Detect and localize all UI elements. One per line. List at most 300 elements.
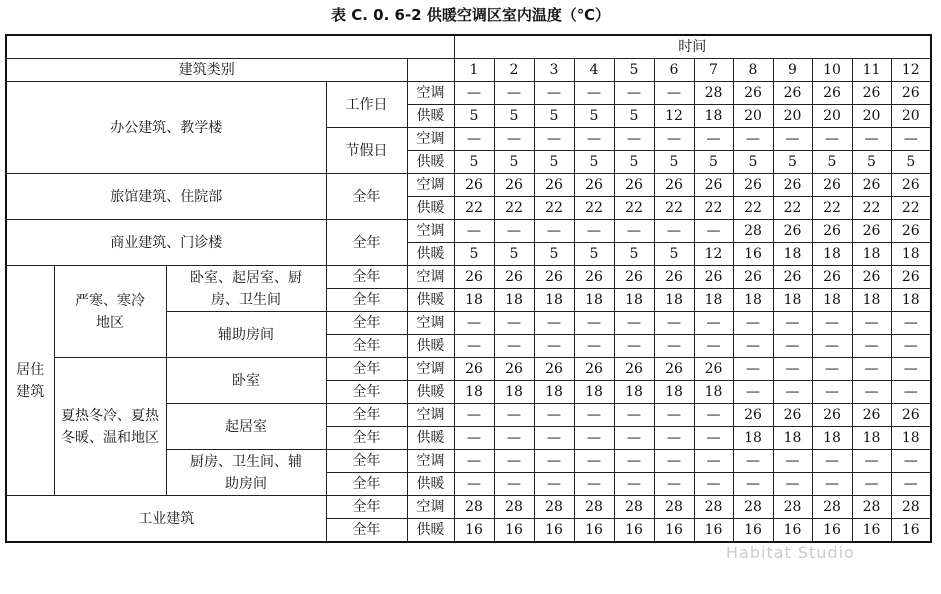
temperature-cell: —: [852, 128, 891, 151]
temperature-cell: —: [614, 312, 654, 335]
temperature-cell: —: [534, 427, 574, 450]
temperature-cell: 5: [812, 151, 852, 174]
temperature-cell: 22: [773, 197, 812, 220]
temperature-cell: 5: [494, 151, 534, 174]
category-commercial: 商业建筑、门诊楼: [6, 220, 326, 266]
temperature-cell: 16: [852, 519, 891, 543]
temperature-cell: —: [891, 381, 931, 404]
temperature-cell: —: [852, 358, 891, 381]
temperature-cell: 18: [773, 243, 812, 266]
temperature-cell: 26: [812, 266, 852, 289]
temperature-cell: 28: [891, 496, 931, 519]
category-residential: 居住建筑: [6, 266, 54, 496]
temperature-cell: 18: [694, 381, 733, 404]
table-row: [6, 220, 931, 243]
room-living: 起居室: [166, 404, 326, 450]
temperature-cell: 22: [534, 197, 574, 220]
temperature-cell: 16: [773, 519, 812, 543]
temperature-cell: —: [494, 473, 534, 496]
period-all-year: 全年: [326, 220, 407, 266]
category-hotel: 旅馆建筑、住院部: [6, 174, 326, 220]
region-hscw: 夏热冬冷、夏热冬暖、温和地区: [54, 358, 166, 496]
temperature-cell: —: [733, 358, 773, 381]
temperature-cell: —: [773, 473, 812, 496]
temperature-cell: 22: [614, 197, 654, 220]
temperature-cell: —: [654, 404, 694, 427]
period-all-year: 全年: [326, 358, 407, 381]
temperature-cell: —: [733, 335, 773, 358]
temperature-cell: 26: [574, 358, 614, 381]
hour-label: 7: [694, 59, 733, 82]
temperature-cell: —: [733, 128, 773, 151]
temperature-cell: 16: [733, 519, 773, 543]
temperature-cell: —: [733, 450, 773, 473]
temperature-cell: 20: [852, 105, 891, 128]
temperature-cell: 18: [534, 289, 574, 312]
temperature-cell: —: [454, 473, 494, 496]
temperature-cell: 26: [812, 82, 852, 105]
temperature-cell: 18: [812, 243, 852, 266]
temperature-cell: 26: [694, 266, 733, 289]
temperature-cell: 18: [694, 105, 733, 128]
temperature-cell: 20: [891, 105, 931, 128]
mode-ac: 空调: [407, 496, 454, 519]
mode-heating: 供暖: [407, 243, 454, 266]
mode-heating: 供暖: [407, 151, 454, 174]
temperature-cell: —: [574, 312, 614, 335]
temperature-cell: —: [891, 358, 931, 381]
temperature-cell: —: [654, 220, 694, 243]
temperature-cell: 28: [534, 496, 574, 519]
temperature-cell: 22: [574, 197, 614, 220]
temperature-cell: 18: [733, 427, 773, 450]
temperature-cell: 5: [773, 151, 812, 174]
temperature-cell: 18: [614, 381, 654, 404]
temperature-cell: 16: [891, 519, 931, 543]
room-bedroom: 卧室: [166, 358, 326, 404]
temperature-cell: —: [654, 427, 694, 450]
temperature-cell: —: [852, 473, 891, 496]
temperature-cell: —: [534, 82, 574, 105]
temperature-cell: —: [852, 335, 891, 358]
temperature-cell: —: [494, 404, 534, 427]
temperature-cell: 16: [733, 243, 773, 266]
period-all-year: 全年: [326, 289, 407, 312]
temperature-cell: 26: [733, 174, 773, 197]
temperature-cell: 26: [733, 82, 773, 105]
temperature-cell: 5: [454, 105, 494, 128]
temperature-cell: 16: [614, 519, 654, 543]
temperature-cell: 18: [773, 427, 812, 450]
temperature-cell: —: [694, 312, 733, 335]
temperature-cell: —: [852, 450, 891, 473]
period-all-year: 全年: [326, 450, 407, 473]
temperature-cell: —: [654, 335, 694, 358]
temperature-cell: 5: [574, 105, 614, 128]
temperature-cell: 26: [574, 266, 614, 289]
temperature-cell: 5: [534, 151, 574, 174]
temperature-cell: —: [812, 450, 852, 473]
temperature-cell: 26: [773, 82, 812, 105]
temperature-cell: —: [494, 220, 534, 243]
hour-label: 3: [534, 59, 574, 82]
temperature-cell: 26: [454, 358, 494, 381]
temperature-cell: 5: [454, 151, 494, 174]
temperature-cell: 18: [574, 381, 614, 404]
temperature-cell: 26: [891, 174, 931, 197]
temperature-cell: 26: [852, 174, 891, 197]
temperature-cell: 28: [733, 220, 773, 243]
temperature-cell: —: [454, 404, 494, 427]
temperature-cell: 12: [654, 105, 694, 128]
temperature-cell: 18: [852, 427, 891, 450]
temperature-cell: —: [494, 82, 534, 105]
temperature-cell: —: [574, 450, 614, 473]
temperature-cell: —: [812, 473, 852, 496]
temperature-cell: 5: [852, 151, 891, 174]
temperature-cell: 18: [812, 289, 852, 312]
temperature-cell: —: [494, 427, 534, 450]
period-all-year: 全年: [326, 496, 407, 519]
period-all-year: 全年: [326, 473, 407, 496]
temperature-cell: 28: [574, 496, 614, 519]
temperature-cell: —: [614, 335, 654, 358]
temperature-cell: —: [454, 128, 494, 151]
temperature-cell: 12: [694, 243, 733, 266]
temperature-cell: 26: [654, 358, 694, 381]
temperature-cell: —: [614, 450, 654, 473]
temperature-cell: 28: [733, 496, 773, 519]
temperature-cell: 18: [454, 381, 494, 404]
temperature-cell: 26: [614, 358, 654, 381]
header-blank: [6, 35, 454, 59]
temperature-cell: —: [574, 220, 614, 243]
temperature-cell: —: [574, 473, 614, 496]
temperature-cell: —: [534, 335, 574, 358]
temperature-cell: 18: [534, 381, 574, 404]
header-building-category: 建筑类别: [6, 59, 407, 82]
hour-label: 5: [614, 59, 654, 82]
temperature-cell: 26: [614, 174, 654, 197]
temperature-cell: 20: [773, 105, 812, 128]
watermark: Habitat Studio: [726, 543, 855, 562]
temperature-cell: 28: [852, 496, 891, 519]
temperature-cell: 26: [773, 266, 812, 289]
hour-label: 4: [574, 59, 614, 82]
mode-ac: 空调: [407, 128, 454, 151]
mode-heating: 供暖: [407, 381, 454, 404]
period-all-year: 全年: [326, 381, 407, 404]
temperature-cell: —: [454, 312, 494, 335]
temperature-cell: 26: [494, 358, 534, 381]
temperature-cell: 22: [733, 197, 773, 220]
temperature-cell: 26: [614, 266, 654, 289]
temperature-cell: —: [694, 473, 733, 496]
temperature-cell: 18: [891, 243, 931, 266]
hour-label: 2: [494, 59, 534, 82]
temperature-cell: 26: [852, 82, 891, 105]
temperature-cell: 26: [654, 174, 694, 197]
temperature-cell: 16: [534, 519, 574, 543]
temperature-cell: —: [694, 128, 733, 151]
mode-ac: 空调: [407, 174, 454, 197]
temperature-table: [5, 34, 932, 543]
temperature-cell: 18: [494, 289, 534, 312]
table-row: [6, 266, 931, 289]
temperature-cell: 28: [654, 496, 694, 519]
temperature-cell: —: [773, 450, 812, 473]
temperature-cell: 26: [891, 82, 931, 105]
mode-heating: 供暖: [407, 427, 454, 450]
temperature-cell: —: [773, 358, 812, 381]
hour-label: 10: [812, 59, 852, 82]
room-aux: 辅助房间: [166, 312, 326, 358]
temperature-cell: 22: [812, 197, 852, 220]
temperature-cell: —: [694, 450, 733, 473]
temperature-cell: —: [614, 82, 654, 105]
temperature-cell: 5: [574, 151, 614, 174]
temperature-cell: 28: [694, 496, 733, 519]
temperature-cell: —: [733, 381, 773, 404]
temperature-cell: 26: [654, 266, 694, 289]
mode-heating: 供暖: [407, 197, 454, 220]
temperature-cell: 28: [773, 496, 812, 519]
mode-heating: 供暖: [407, 519, 454, 543]
temperature-cell: 16: [454, 519, 494, 543]
mode-heating: 供暖: [407, 289, 454, 312]
temperature-cell: 26: [812, 220, 852, 243]
temperature-cell: 26: [733, 404, 773, 427]
temperature-cell: —: [812, 358, 852, 381]
table-row: [6, 496, 931, 519]
temperature-cell: 26: [891, 266, 931, 289]
temperature-cell: 18: [614, 289, 654, 312]
temperature-cell: 18: [852, 243, 891, 266]
mode-heating: 供暖: [407, 473, 454, 496]
temperature-cell: —: [891, 312, 931, 335]
temperature-cell: 22: [494, 197, 534, 220]
temperature-cell: —: [812, 312, 852, 335]
temperature-cell: 18: [454, 289, 494, 312]
temperature-cell: 28: [812, 496, 852, 519]
temperature-cell: 26: [812, 174, 852, 197]
period-workday: 工作日: [326, 82, 407, 128]
temperature-cell: —: [733, 312, 773, 335]
temperature-cell: 5: [694, 151, 733, 174]
temperature-cell: —: [654, 312, 694, 335]
temperature-cell: 5: [654, 243, 694, 266]
temperature-cell: —: [454, 450, 494, 473]
temperature-cell: 22: [891, 197, 931, 220]
temperature-cell: —: [574, 335, 614, 358]
temperature-cell: 22: [654, 197, 694, 220]
temperature-cell: —: [494, 128, 534, 151]
period-all-year: 全年: [326, 312, 407, 335]
room-bedroom-living-kitchen: 卧室、起居室、厨房、卫生间: [166, 266, 326, 312]
temperature-cell: 5: [614, 151, 654, 174]
temperature-cell: —: [614, 427, 654, 450]
temperature-cell: —: [494, 312, 534, 335]
category-office: 办公建筑、教学楼: [6, 82, 326, 174]
temperature-cell: 20: [812, 105, 852, 128]
period-holiday: 节假日: [326, 128, 407, 174]
period-all-year: 全年: [326, 404, 407, 427]
temperature-cell: 28: [614, 496, 654, 519]
temperature-cell: —: [891, 335, 931, 358]
hour-label: 8: [733, 59, 773, 82]
temperature-cell: 5: [574, 243, 614, 266]
temperature-cell: 5: [614, 243, 654, 266]
hour-label: 12: [891, 59, 931, 82]
temperature-cell: 22: [454, 197, 494, 220]
temperature-cell: —: [891, 473, 931, 496]
temperature-cell: 26: [454, 174, 494, 197]
temperature-cell: 18: [694, 289, 733, 312]
mode-ac: 空调: [407, 82, 454, 105]
temperature-cell: —: [454, 427, 494, 450]
period-all-year: 全年: [326, 427, 407, 450]
hour-label: 11: [852, 59, 891, 82]
temperature-cell: —: [454, 220, 494, 243]
temperature-cell: 18: [494, 381, 534, 404]
temperature-cell: —: [654, 82, 694, 105]
temperature-cell: —: [494, 335, 534, 358]
mode-heating: 供暖: [407, 105, 454, 128]
temperature-cell: —: [812, 381, 852, 404]
temperature-cell: 18: [574, 289, 614, 312]
temperature-cell: —: [773, 335, 812, 358]
temperature-cell: —: [454, 335, 494, 358]
temperature-cell: —: [534, 128, 574, 151]
temperature-cell: 18: [891, 427, 931, 450]
temperature-cell: —: [614, 473, 654, 496]
temperature-cell: 16: [812, 519, 852, 543]
period-all-year: 全年: [326, 266, 407, 289]
period-all-year: 全年: [326, 174, 407, 220]
temperature-cell: —: [574, 404, 614, 427]
header-time: 时间: [454, 35, 931, 59]
temperature-cell: 18: [654, 381, 694, 404]
temperature-cell: 16: [574, 519, 614, 543]
temperature-cell: 5: [891, 151, 931, 174]
temperature-cell: 26: [574, 174, 614, 197]
temperature-cell: —: [891, 128, 931, 151]
temperature-cell: —: [694, 427, 733, 450]
temperature-cell: —: [494, 450, 534, 473]
temperature-cell: —: [852, 381, 891, 404]
temperature-cell: 26: [812, 404, 852, 427]
temperature-cell: —: [534, 312, 574, 335]
table-row: [6, 174, 931, 197]
temperature-cell: —: [614, 128, 654, 151]
temperature-cell: 20: [733, 105, 773, 128]
temperature-cell: —: [694, 335, 733, 358]
hour-label: 6: [654, 59, 694, 82]
temperature-cell: 16: [654, 519, 694, 543]
temperature-cell: 18: [891, 289, 931, 312]
temperature-cell: —: [852, 312, 891, 335]
temperature-cell: 26: [534, 266, 574, 289]
period-all-year: 全年: [326, 335, 407, 358]
temperature-cell: 5: [494, 105, 534, 128]
temperature-cell: —: [654, 128, 694, 151]
temperature-cell: 26: [852, 266, 891, 289]
temperature-cell: 26: [494, 174, 534, 197]
temperature-cell: 26: [891, 220, 931, 243]
mode-ac: 空调: [407, 312, 454, 335]
temperature-cell: 26: [694, 174, 733, 197]
temperature-cell: —: [614, 404, 654, 427]
temperature-cell: 5: [494, 243, 534, 266]
temperature-cell: 5: [534, 243, 574, 266]
temperature-cell: 18: [812, 427, 852, 450]
temperature-cell: 5: [614, 105, 654, 128]
temperature-cell: 28: [454, 496, 494, 519]
temperature-cell: 18: [852, 289, 891, 312]
category-industrial: 工业建筑: [6, 496, 326, 543]
hour-label: 1: [454, 59, 494, 82]
header-mode-blank: [407, 59, 454, 82]
temperature-cell: 26: [454, 266, 494, 289]
temperature-cell: —: [694, 404, 733, 427]
table-row: [6, 358, 931, 381]
temperature-cell: —: [812, 128, 852, 151]
header-row-2: [6, 59, 931, 82]
temperature-cell: 26: [534, 174, 574, 197]
temperature-cell: —: [812, 335, 852, 358]
temperature-cell: —: [534, 404, 574, 427]
temperature-cell: —: [694, 220, 733, 243]
temperature-cell: 16: [494, 519, 534, 543]
temperature-cell: 5: [454, 243, 494, 266]
temperature-cell: 18: [654, 289, 694, 312]
temperature-cell: —: [534, 220, 574, 243]
table-caption: 表 C. 0. 6-2 供暖空调区室内温度（℃）: [331, 6, 610, 24]
table-row: [6, 82, 931, 105]
mode-ac: 空调: [407, 220, 454, 243]
mode-ac: 空调: [407, 404, 454, 427]
temperature-cell: 26: [891, 404, 931, 427]
temperature-cell: —: [733, 473, 773, 496]
temperature-cell: 28: [494, 496, 534, 519]
temperature-cell: 5: [733, 151, 773, 174]
temperature-cell: 26: [694, 358, 733, 381]
temperature-cell: 26: [494, 266, 534, 289]
room-kitchen-bath-aux: 厨房、卫生间、辅助房间: [166, 450, 326, 496]
temperature-cell: 26: [852, 220, 891, 243]
temperature-cell: —: [614, 220, 654, 243]
temperature-cell: —: [654, 473, 694, 496]
temperature-cell: —: [891, 450, 931, 473]
temperature-cell: —: [654, 450, 694, 473]
temperature-cell: 26: [852, 404, 891, 427]
temperature-cell: 22: [694, 197, 733, 220]
mode-heating: 供暖: [407, 335, 454, 358]
temperature-cell: 28: [694, 82, 733, 105]
temperature-cell: —: [574, 128, 614, 151]
temperature-cell: —: [454, 82, 494, 105]
header-row-1: [6, 35, 931, 59]
mode-ac: 空调: [407, 358, 454, 381]
mode-ac: 空调: [407, 450, 454, 473]
temperature-cell: —: [534, 473, 574, 496]
temperature-cell: —: [773, 312, 812, 335]
temperature-cell: 22: [852, 197, 891, 220]
mode-ac: 空调: [407, 266, 454, 289]
temperature-cell: 26: [773, 220, 812, 243]
temperature-cell: 16: [694, 519, 733, 543]
temperature-cell: —: [574, 82, 614, 105]
